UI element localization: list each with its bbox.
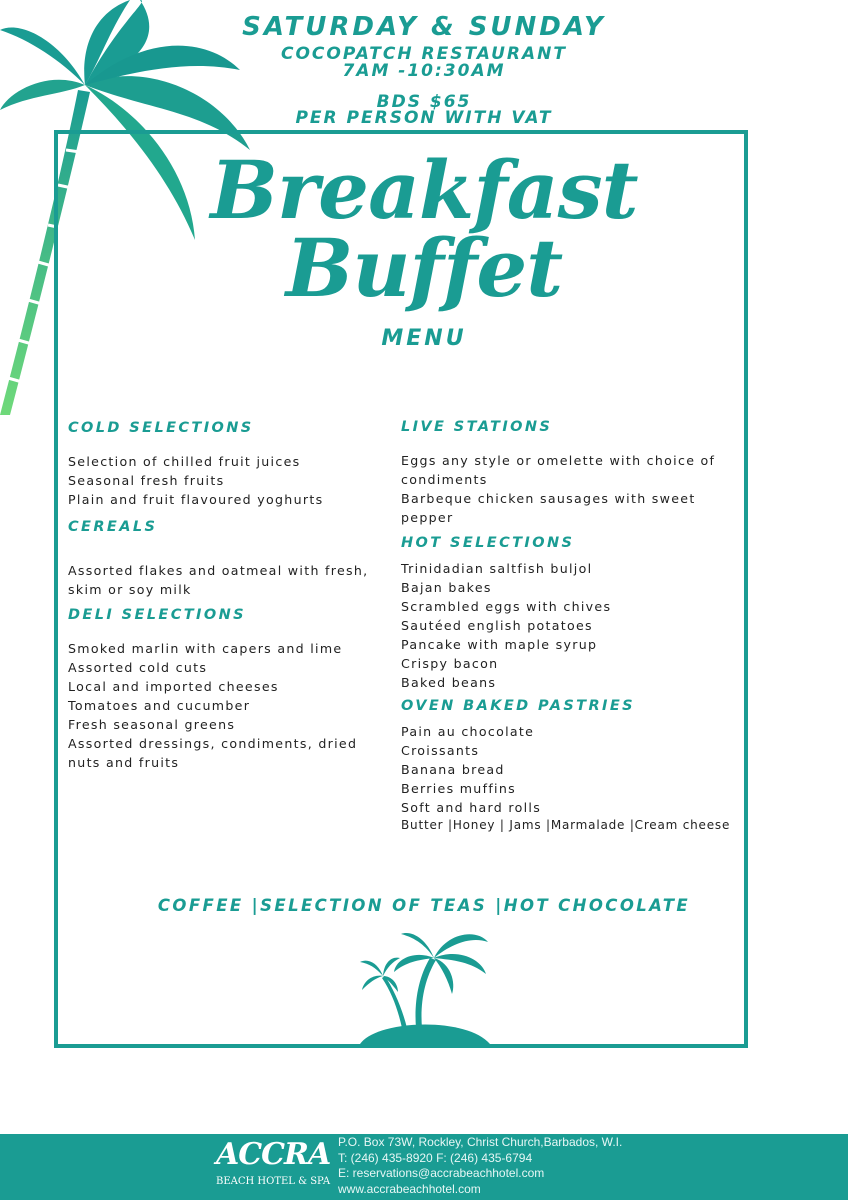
list-item: Pancake with maple syrup xyxy=(401,637,598,652)
list-item: skim or soy milk xyxy=(68,582,192,597)
days-heading: SATURDAY & SUNDAY xyxy=(242,12,606,42)
list-item: Plain and fruit flavoured yoghurts xyxy=(68,492,324,507)
section-heading: DELI SELECTIONS xyxy=(68,607,246,623)
list-item: Selection of chilled fruit juices xyxy=(68,454,301,469)
price-heading: BDS $65 xyxy=(376,92,472,112)
footer-address: P.O. Box 73W, Rockley, Christ Church,Barbados, W.I. xyxy=(338,1135,623,1149)
left-column xyxy=(68,420,388,772)
list-item: Eggs any style or omelette with choice of xyxy=(401,453,716,468)
list-item: Tomatoes and cucumber xyxy=(68,698,251,713)
list-item: Berries muffins xyxy=(401,781,516,796)
list-item: Assorted dressings, condiments, dried xyxy=(68,736,358,751)
section-heading: HOT SELECTIONS xyxy=(401,535,575,551)
venue-heading: COCOPATCH RESTAURANT xyxy=(281,44,567,64)
list-item: Banana bread xyxy=(401,762,505,777)
hours-heading: 7AM -10:30AM xyxy=(342,61,506,81)
section-heading: LIVE STATIONS xyxy=(401,419,553,435)
accra-logo xyxy=(216,1137,331,1196)
list-item: Scrambled eggs with chives xyxy=(401,599,612,614)
list-item: Sautéed english potatoes xyxy=(401,618,593,633)
footer-email[interactable]: E: reservations@accrabeachhotel.com xyxy=(338,1166,545,1180)
list-item: Assorted flakes and oatmeal with fresh, xyxy=(68,563,369,578)
section-heading: OVEN BAKED PASTRIES xyxy=(401,698,635,714)
list-item: Crispy bacon xyxy=(401,656,499,671)
title-line2: Buffet xyxy=(285,221,563,315)
right-column xyxy=(401,419,746,817)
list-item: Assorted cold cuts xyxy=(68,660,208,675)
list-item: Bajan bakes xyxy=(401,580,492,595)
list-item: Seasonal fresh fruits xyxy=(68,473,225,488)
title-line1: Breakfast xyxy=(210,143,638,237)
list-item: Fresh seasonal greens xyxy=(68,717,236,732)
list-item: Croissants xyxy=(401,743,480,758)
list-item: Smoked marlin with capers and lime xyxy=(68,641,343,656)
menu-subtitle: MENU xyxy=(381,326,467,351)
footer-phone: T: (246) 435-8920 F: (246) 435-6794 xyxy=(338,1150,533,1165)
list-item: Local and imported cheeses xyxy=(68,679,279,694)
drinks-line: COFFEE |SELECTION OF TEAS |HOT CHOCOLATE xyxy=(157,896,691,915)
footer-website[interactable]: www.accrabeachhotel.com xyxy=(338,1181,481,1196)
island-icon xyxy=(356,928,492,1050)
list-item: condiments xyxy=(401,472,488,487)
section-heading: COLD SELECTIONS xyxy=(68,420,254,436)
price-note: PER PERSON WITH VAT xyxy=(295,108,553,128)
list-item: Barbeque chicken sausages with sweet pepper xyxy=(401,491,696,525)
footer-bar xyxy=(0,1134,848,1200)
list-item: Baked beans xyxy=(401,675,497,690)
list-item: Soft and hard rolls xyxy=(401,800,542,815)
logo-subtext: BEACH HOTEL & SPA xyxy=(216,1176,331,1187)
list-item: nuts and fruits xyxy=(68,755,180,770)
list-item: Trinidadian saltfish buljol xyxy=(401,561,593,576)
list-item: Pain au chocolate xyxy=(401,724,535,739)
footer-contact xyxy=(338,1135,818,1197)
condiments-line: Butter |Honey | Jams |Marmalade |Cream cheese xyxy=(401,818,731,832)
logo-text: ACCRA xyxy=(216,1137,331,1172)
section-heading: CEREALS xyxy=(68,519,158,535)
